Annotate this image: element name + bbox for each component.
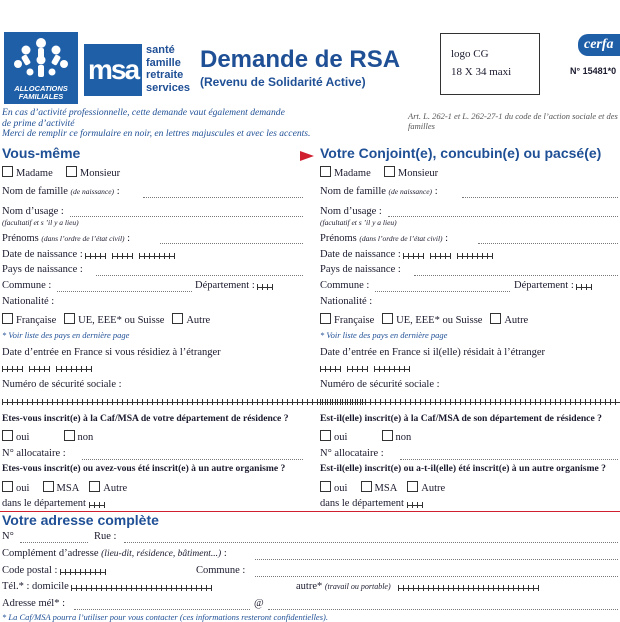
self-pays: Pays de naissance : <box>2 264 83 275</box>
dept-comb[interactable] <box>257 281 273 288</box>
self-nom-usage-input[interactable] <box>70 216 303 217</box>
secu-comb[interactable] <box>320 396 620 403</box>
legal-reference: Art. L. 262-1 et L. 262-27-1 du code de l’action sociale et des familles <box>408 111 618 131</box>
spouse-commune: Commune : <box>320 280 370 291</box>
option-label: MSA <box>374 483 397 494</box>
monsieur-checkbox[interactable] <box>384 166 395 177</box>
self-nationalite: Nationalité : <box>2 296 55 307</box>
logo-cg-size: 18 X 34 maxi <box>451 66 512 78</box>
field-label: dans le département <box>320 498 404 509</box>
spouse-date-naissance <box>320 249 493 260</box>
self-q-autre-options <box>2 481 127 494</box>
field-label: Tél.* : domicile <box>2 581 69 592</box>
field-label: Département : <box>195 280 255 291</box>
field-label: Date de naissance : <box>320 249 401 260</box>
spouse-voir-liste: * Voir liste des pays en dernière page <box>320 330 448 340</box>
oui-checkbox[interactable] <box>320 481 331 492</box>
dept-comb[interactable] <box>89 499 105 506</box>
field-label: Complément d’adresse <box>2 548 99 559</box>
self-voir-liste: * Voir liste des pays en dernière page <box>2 330 130 340</box>
field-label: Département : <box>514 280 574 291</box>
self-q-caf-options <box>2 430 93 443</box>
oui-checkbox[interactable] <box>320 430 331 441</box>
field-note: (dans l’ordre de l’état civil) <box>359 234 443 243</box>
msa-word: santé <box>146 44 175 56</box>
monsieur-label: Monsieur <box>79 168 121 179</box>
intro-text <box>2 108 332 140</box>
non-checkbox[interactable] <box>64 430 75 441</box>
secu-comb[interactable] <box>2 396 363 403</box>
ue-checkbox[interactable] <box>382 313 393 324</box>
caf-family-icon <box>4 34 78 86</box>
address-commune-input[interactable] <box>255 576 618 577</box>
self-date-naissance <box>2 249 175 260</box>
intro-line: En cas d’activité professionnelle, cette demande vaut également demande <box>2 107 285 118</box>
tel-comb[interactable] <box>398 582 539 589</box>
spouse-nom-famille-input[interactable] <box>462 197 618 198</box>
madame-label: Madame <box>334 168 371 179</box>
francaise-checkbox[interactable] <box>2 313 13 324</box>
self-secu: Numéro de sécurité sociale : <box>2 379 122 390</box>
spouse-nom-usage-note: (facultatif et s ’il y a lieu) <box>320 218 397 227</box>
spouse-prenoms: Prénoms (dans l’ordre de l’état civil) : <box>320 233 449 244</box>
address-no: N° <box>2 531 14 542</box>
option-label: UE, EEE* ou Suisse <box>396 315 483 326</box>
oui-checkbox[interactable] <box>2 481 13 492</box>
intro-line: de prime d’activité <box>2 117 75 129</box>
francaise-checkbox[interactable] <box>320 313 331 324</box>
address-autre-tel-combs <box>398 581 620 592</box>
date-year-comb[interactable] <box>374 363 410 370</box>
caf-logo <box>4 32 78 104</box>
msa-checkbox[interactable] <box>361 481 372 492</box>
autre-org-checkbox[interactable] <box>407 481 418 492</box>
msa-word: retraite <box>146 69 184 81</box>
address-heading: Votre adresse complète <box>2 512 159 528</box>
cerfa-number: N° 15481*0 <box>570 66 617 76</box>
spouse-q-caf-options <box>320 430 411 443</box>
self-allocataire: N° allocataire : <box>2 448 66 459</box>
field-note: (travail ou portable) <box>324 582 391 591</box>
date-month-comb[interactable] <box>29 363 50 370</box>
date-month-comb[interactable] <box>347 363 368 370</box>
spouse-nationalite-options <box>320 313 528 326</box>
field-label: Prénoms <box>2 233 39 244</box>
field-note: (de naissance) <box>388 187 433 196</box>
madame-label: Madame <box>16 168 53 179</box>
self-prenoms-input[interactable] <box>160 243 303 244</box>
autre-checkbox[interactable] <box>172 313 183 324</box>
spouse-nationalite: Nationalité : <box>320 296 373 307</box>
option-label: oui <box>334 483 348 494</box>
option-label: Autre <box>504 315 529 326</box>
spouse-dans-dept <box>320 498 423 509</box>
option-label: Autre <box>186 315 211 326</box>
self-q-caf: Etes-vous inscrit(e) à la Caf/MSA de votre département de résidence ? <box>2 413 289 424</box>
madame-checkbox[interactable] <box>2 166 13 177</box>
address-complement-input[interactable] <box>255 559 618 560</box>
dept-comb[interactable] <box>576 281 592 288</box>
spouse-pays: Pays de naissance : <box>320 264 401 275</box>
option-label: Française <box>16 315 57 326</box>
option-label: MSA <box>56 483 79 494</box>
spouse-nom-famille: Nom de famille (de naissance) : <box>320 186 438 197</box>
date-month-comb[interactable] <box>430 250 451 257</box>
option-label: Autre <box>103 483 128 494</box>
arrow-icon <box>300 151 314 161</box>
address-code-postal <box>2 565 106 576</box>
address-mel-input-domain[interactable] <box>268 609 618 610</box>
monsieur-label: Monsieur <box>397 168 439 179</box>
address-mel: Adresse mél* : <box>2 598 65 609</box>
page-subtitle: (Revenu de Solidarité Active) <box>200 75 366 89</box>
field-label: autre* <box>296 581 323 592</box>
address-no-input[interactable] <box>20 542 88 543</box>
oui-checkbox[interactable] <box>2 430 13 441</box>
spouse-secu-combs <box>320 395 620 406</box>
self-allocataire-input[interactable] <box>82 459 303 460</box>
field-label: Code postal : <box>2 565 58 576</box>
self-commune: Commune : <box>2 280 52 291</box>
caf-logo-text: ALLOCATIONS FAMILIALES <box>14 84 68 101</box>
spouse-q-autre-options <box>320 481 445 494</box>
option-label: Française <box>334 315 375 326</box>
field-label: Date de naissance : <box>2 249 83 260</box>
address-mel-input-user[interactable] <box>74 609 250 610</box>
field-note: (dans l’ordre de l’état civil) <box>41 234 125 243</box>
self-secu-combs <box>2 395 363 406</box>
msa-word: famille <box>146 56 181 69</box>
self-civility <box>2 166 120 179</box>
spouse-heading: Votre Conjoint(e), concubin(e) ou pacsé(e) <box>320 145 602 161</box>
spouse-allocataire: N° allocataire : <box>320 448 384 459</box>
dept-comb[interactable] <box>407 499 423 506</box>
option-label: Autre <box>421 483 446 494</box>
spouse-date-entree-combs <box>320 362 410 373</box>
spouse-commune-input[interactable] <box>375 291 510 292</box>
spouse-prenoms-input[interactable] <box>478 243 618 244</box>
self-nom-usage: Nom d’usage : <box>2 206 64 217</box>
monsieur-checkbox[interactable] <box>66 166 77 177</box>
address-autre-tel <box>296 581 391 592</box>
autre-checkbox[interactable] <box>490 313 501 324</box>
cerfa-logo: cerfa <box>578 34 620 56</box>
msa-words <box>146 44 190 94</box>
self-nom-famille: Nom de famille (de naissance) : <box>2 186 120 197</box>
spouse-civility <box>320 166 438 179</box>
non-checkbox[interactable] <box>382 430 393 441</box>
tel-comb[interactable] <box>71 582 212 589</box>
spouse-departement <box>514 280 592 291</box>
address-rue-input[interactable] <box>124 542 618 543</box>
field-label: Nom de famille <box>2 186 68 197</box>
date-day-comb[interactable] <box>320 363 341 370</box>
msa-logo: msa <box>84 44 142 96</box>
date-year-comb[interactable] <box>139 250 175 257</box>
self-nom-famille-input[interactable] <box>143 197 303 198</box>
self-departement <box>195 280 273 291</box>
ue-checkbox[interactable] <box>64 313 75 324</box>
address-complement: Complément d’adresse (lieu-dit, résidence, bâtiment...) : <box>2 548 227 559</box>
date-day-comb[interactable] <box>85 250 106 257</box>
self-date-entree: Date d’entrée en France si vous résidiez à l’étranger <box>2 347 221 358</box>
option-label: oui <box>16 432 30 443</box>
date-day-comb[interactable] <box>2 363 23 370</box>
date-month-comb[interactable] <box>112 250 133 257</box>
spouse-nom-usage-input[interactable] <box>388 216 618 217</box>
address-rue: Rue : <box>94 531 117 542</box>
address-commune: Commune : <box>196 565 246 576</box>
self-q-autre: Etes-vous inscrit(e) ou avez-vous été inscrit(e) à un autre organisme ? <box>2 463 286 474</box>
field-label: Nom de famille <box>320 186 386 197</box>
address-tel <box>2 581 212 592</box>
msa-word: services <box>146 81 191 94</box>
option-label: non <box>395 432 412 443</box>
msa-checkbox[interactable] <box>43 481 54 492</box>
option-label: oui <box>334 432 348 443</box>
self-commune-input[interactable] <box>57 291 192 292</box>
autre-org-checkbox[interactable] <box>89 481 100 492</box>
date-year-comb[interactable] <box>56 363 92 370</box>
spouse-q-caf: Est-il(elle) inscrit(e) à la Caf/MSA de son département de résidence ? <box>320 413 602 424</box>
page-title: Demande de RSA <box>200 46 401 73</box>
date-year-comb[interactable] <box>457 250 493 257</box>
self-pays-input[interactable] <box>96 275 303 276</box>
option-label: non <box>77 432 94 443</box>
spouse-q-autre: Est-il(elle) inscrit(e) ou a-t-il(elle) été inscrit(e) à un autre organisme ? <box>320 463 606 474</box>
self-date-entree-combs <box>2 362 92 373</box>
spouse-allocataire-input[interactable] <box>400 459 618 460</box>
self-prenoms: Prénoms (dans l’ordre de l’état civil) : <box>2 233 131 244</box>
intro-line: Merci de remplir ce formulaire en noir, en lettres majuscules et avec les accents. <box>2 128 311 139</box>
spouse-date-entree: Date d’entrée en France si il(elle) résidait à l’étranger <box>320 347 546 358</box>
spouse-pays-input[interactable] <box>414 275 618 276</box>
field-note: (lieu-dit, résidence, bâtiment...) <box>101 549 222 559</box>
logo-cg-box <box>440 33 540 95</box>
field-note: (de naissance) <box>70 187 115 196</box>
code-postal-comb[interactable] <box>60 566 106 573</box>
date-day-comb[interactable] <box>403 250 424 257</box>
at-icon: @ <box>254 598 264 609</box>
self-nom-usage-note: (facultatif et s ’il y a lieu) <box>2 218 79 227</box>
field-label: dans le département <box>2 498 86 509</box>
option-label: UE, EEE* ou Suisse <box>78 315 165 326</box>
spouse-secu: Numéro de sécurité sociale : <box>320 379 440 390</box>
option-label: oui <box>16 483 30 494</box>
self-nationalite-options <box>2 313 210 326</box>
spouse-nom-usage: Nom d’usage : <box>320 206 382 217</box>
field-label: Prénoms <box>320 233 357 244</box>
address-footnote: * La Caf/MSA pourra l’utiliser pour vous contacter (ces informations resteront confidentielles). <box>2 612 328 622</box>
self-heading: Vous-même <box>2 145 81 161</box>
logo-cg-label: logo CG <box>451 48 489 60</box>
madame-checkbox[interactable] <box>320 166 331 177</box>
self-dans-dept <box>2 498 105 509</box>
